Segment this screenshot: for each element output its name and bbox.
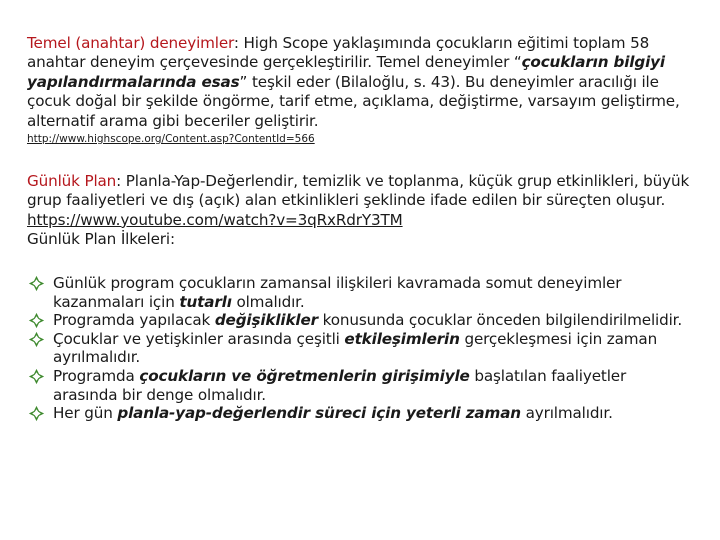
diamond-bullet-icon (28, 275, 45, 292)
youtube-link[interactable]: https://www.youtube.com/watch?v=3qRxRdrY3TM (27, 210, 403, 229)
list-item-text: konusunda çocuklar önceden bilgilendirilmelidir. (317, 311, 683, 330)
term-gunluk-plan: Günlük Plan (27, 172, 117, 190)
list-item (27, 311, 695, 330)
list-item-text: başlatılan faaliyetler arasında bir denge olmalıdır. (53, 366, 627, 404)
list-item (27, 367, 695, 404)
diamond-bullet-icon (28, 368, 45, 385)
emphasis-text: tutarlı (179, 292, 232, 311)
emphasis-text: çocukların bilgiyi yapılandırmalarında esas (27, 53, 665, 91)
principles-list (27, 274, 695, 423)
principles-heading: Günlük Plan İlkeleri: (27, 230, 175, 249)
term-colon: : (233, 34, 239, 52)
term-colon: : (116, 172, 122, 190)
diamond-bullet-icon (28, 312, 45, 329)
list-item-text: gerçekleşmesi için zaman ayrılmalıdır. (53, 329, 658, 367)
list-item (27, 274, 695, 311)
emphasis-text: etkileşimlerin (344, 329, 460, 348)
emphasis-text: değişiklikler (214, 311, 318, 330)
list-item (27, 404, 695, 423)
list-item-text: Çocuklar ve yetişkinler arasında çeşitli (53, 329, 345, 348)
list-item-text: olmalıdır. (231, 292, 305, 311)
diamond-bullet-icon (28, 405, 45, 422)
list-item-text: Günlük program çocukların zamansal ilişkileri kavramada somut deneyimler kazanmaları için (53, 274, 622, 311)
paragraph-anahtar-deneyimler (27, 34, 695, 131)
list-item-text: Her gün (53, 404, 118, 423)
paragraph-text: ” teşkil eder (Bilaloğlu, s. 43). Bu deneyimler aracılığı ile çocuk doğal bir şekilde öngörme, tarif etme, açıklama, değiştirme, varsayım geliştirme, alternatif arama gibi beceriler geliştirir. (27, 72, 680, 130)
list-item-text: Programda yapılacak (53, 311, 215, 330)
paragraph-gunluk-plan (27, 172, 695, 250)
paragraph-text: High Scope yaklaşımında çocukların eğitimi toplam 58 anahtar deneyim çerçevesinde gerçekleştirilir. Temel deneyimler “ (27, 34, 650, 72)
list-item-text: ayrılmalıdır. (520, 404, 613, 423)
diamond-bullet-icon (28, 331, 45, 348)
emphasis-text: planla-yap-değerlendir süreci için yeterli zaman (117, 404, 521, 423)
paragraph-text: Planla-Yap-Değerlendir, temizlik ve toplanma, küçük grup etkinlikleri, büyük grup faaliyetleri ve dış (açık) alan etkinlikleri şeklinde ifade edilen bir süreçten oluşur. (27, 172, 690, 210)
list-item-text: Programda (53, 366, 140, 385)
emphasis-text: çocukların ve öğretmenlerin girişimiyle (139, 366, 470, 385)
list-item (27, 330, 695, 367)
term-anahtar-deneyimler: Temel (anahtar) deneyimler (27, 34, 234, 52)
highscope-link[interactable]: http://www.highscope.org/Content.asp?ContentId=566 (27, 133, 315, 145)
